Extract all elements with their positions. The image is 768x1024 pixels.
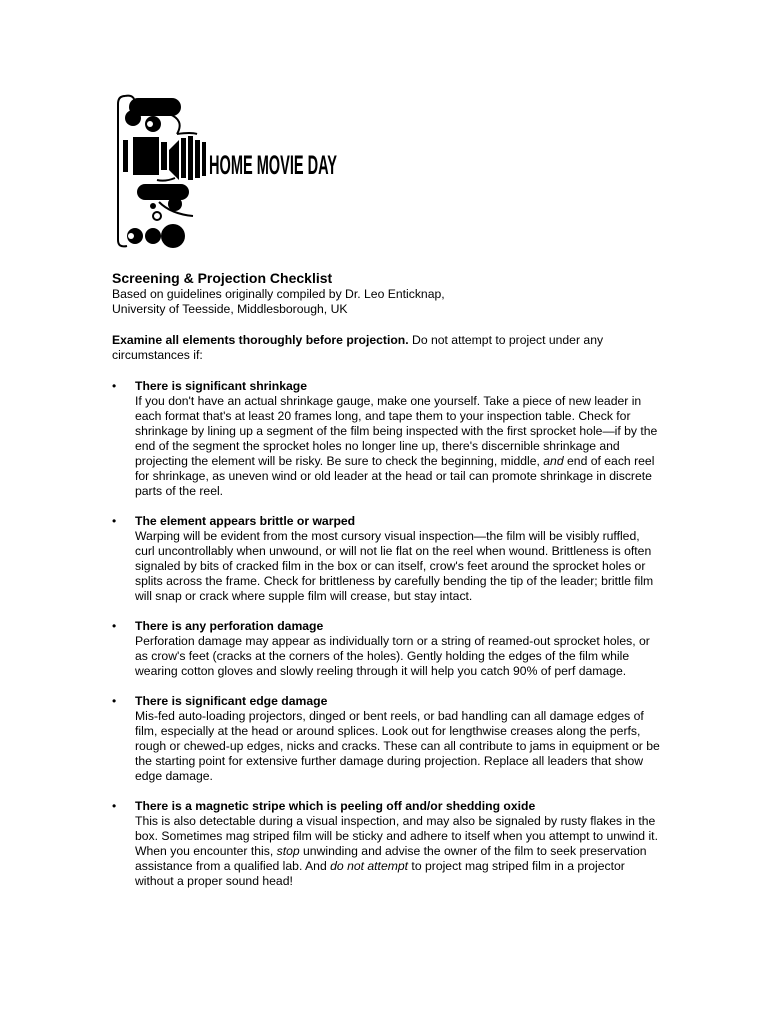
item-body-emphasis: do not attempt (330, 859, 409, 873)
item-body-text: This is also detectable during a visual inspection, and may also be signaled by rusty flakes in the box. Sometimes mag striped film will be sticky and adhere to itself when you attempt to unwind it. When you encounter this, (135, 814, 658, 858)
item-body-emphasis: stop (276, 844, 300, 858)
checklist-item-magnetic-stripe (112, 799, 662, 889)
page-title: Screening & Projection Checklist (112, 270, 333, 286)
subtitle-line-1: Based on guidelines originally compiled by Dr. Leo Enticknap, (112, 287, 445, 301)
bullet: • (112, 799, 117, 813)
item-body-emphasis: and (543, 454, 564, 468)
bullet: • (112, 379, 117, 393)
checklist-item-shrinkage (112, 379, 662, 499)
item-title: The element appears brittle or warped (135, 514, 356, 528)
item-body-text: unwinding and advise the owner of the film to seek preservation assistance from a qualified lab. And (135, 844, 647, 873)
item-body-text: to project mag striped film in a projector without a proper sound head! (135, 859, 625, 888)
item-body: Mis-fed auto-loading projectors, dinged or bent reels, or bad handling can all damage edges of film, especially at the head or around splices. Look out for lengthwise creases along the perfs, rough or chewed-up edges, nicks and cracks. These can all contribute to jams in equipment or be the starting point for extensive further damage during projection. Replace all leaders that show edge damage. (135, 709, 660, 783)
item-title: There is any perforation damage (135, 619, 324, 633)
intro-paragraph (112, 333, 662, 363)
item-title: There is significant edge damage (135, 694, 328, 708)
bullet: • (112, 619, 117, 633)
checklist-item-edge-damage (112, 694, 662, 784)
home-movie-day-logo (113, 90, 343, 252)
checklist-item-brittle (112, 514, 662, 604)
checklist-item-perforation (112, 619, 662, 679)
item-body: Warping will be evident from the most cursory visual inspection—the film will be visibly ruffled, curl uncontrollably when unwound, or will not lie flat on the reel when wound. Brittleness is often signaled by bits of cracked film in the box or can itself, crow's feet around the sprocket holes or splits across the frame. Check for brittleness by carefully bending the tip of the leader; brittle film will snap or crack where supple film will crease, but stay intact. (135, 529, 654, 603)
item-body: Perforation damage may appear as individually torn or a string of reamed-out sprocket holes, or as crow's feet (cracks at the corners of the holes). Gently holding the edges of the film while wearing cotton gloves and slowly reeling through it will help you catch 90% of perf damage. (135, 634, 650, 678)
intro-bold: Examine all elements thoroughly before projection. (112, 333, 409, 347)
item-body-text: If you don't have an actual shrinkage gauge, make one yourself. Take a piece of new leader in each format that's at least 20 frames long, and tape them to your inspection table. Check for shrinkage by lining up a segment of the film being inspected with the first sprocket hole—if by the end of the segment the sprocket holes no longer line up, there's discernible shrinkage and projecting the element will be risky. Be sure to check the beginning, middle, (135, 394, 658, 468)
item-body-text: end of each reel for shrinkage, as uneven wind or old leader at the head or tail can promote shrinkage in discrete parts of the reel. (135, 454, 655, 498)
item-body (135, 394, 662, 499)
film-projector-reels-icon (113, 90, 343, 252)
bullet: • (112, 694, 117, 708)
item-body (135, 814, 662, 889)
item-title: There is a magnetic stripe which is peeling off and/or shedding oxide (135, 799, 536, 813)
intro-rest: Do not attempt to project under any circumstances if: (112, 333, 604, 362)
subtitle-line-2: University of Teesside, Middlesborough, UK (112, 302, 348, 316)
logo-text: HOME MOVIE DAY (209, 150, 337, 180)
checklist (112, 379, 662, 889)
item-title: There is significant shrinkage (135, 379, 308, 393)
bullet: • (112, 514, 117, 528)
checklist-content (112, 270, 662, 904)
